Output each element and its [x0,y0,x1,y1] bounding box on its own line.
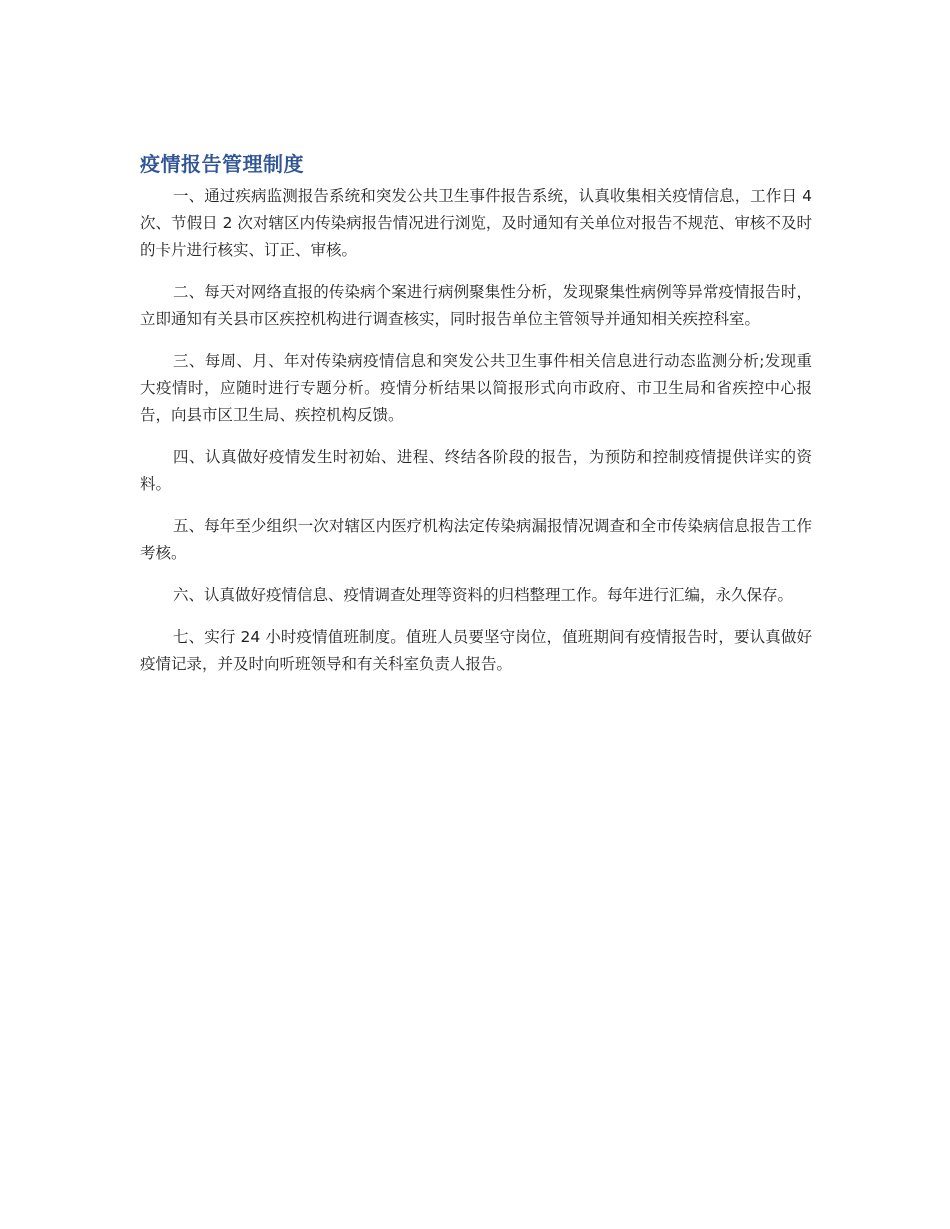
paragraph-2: 二、每天对网络直报的传染病个案进行病例聚集性分析，发现聚集性病例等异常疫情报告时，立即通知有关县市区疾控机构进行调查核实，同时报告单位主管领导并通知相关疾控科室。 [140,283,812,328]
paragraph-3: 三、每周、月、年对传染病疫情信息和突发公共卫生事件相关信息进行动态监测分析;发现重大疫情时，应随时进行专题分析。疫情分析结果以简报形式向市政府、市卫生局和省疾控中心报告，向县市区卫生局、疾控机构反馈。 [140,352,812,424]
paragraph-1: 一、通过疾病监测报告系统和突发公共卫生事件报告系统，认真收集相关疫情信息，工作日 4 次、节假日 2 次对辖区内传染病报告情况进行浏览，及时通知有关单位对报告不规范、审核不及时的卡片进行核实、订正、审核。 [140,187,812,259]
document-body [140,148,812,693]
document-title: 疫情报告管理制度 [140,152,304,176]
paragraph-6: 六、认真做好疫情信息、疫情调查处理等资料的归档整理工作。每年进行汇编，永久保存。 [173,586,794,604]
paragraph-4: 四、认真做好疫情发生时初始、进程、终结各阶段的报告，为预防和控制疫情提供详实的资料。 [140,448,812,493]
paragraph-5: 五、每年至少组织一次对辖区内医疗机构法定传染病漏报情况调查和全市传染病信息报告工作考核。 [140,517,812,562]
paragraph-7: 七、实行 24 小时疫情值班制度。值班人员要坚守岗位，值班期间有疫情报告时，要认真做好疫情记录，并及时向听班领导和有关科室负责人报告。 [140,628,812,673]
